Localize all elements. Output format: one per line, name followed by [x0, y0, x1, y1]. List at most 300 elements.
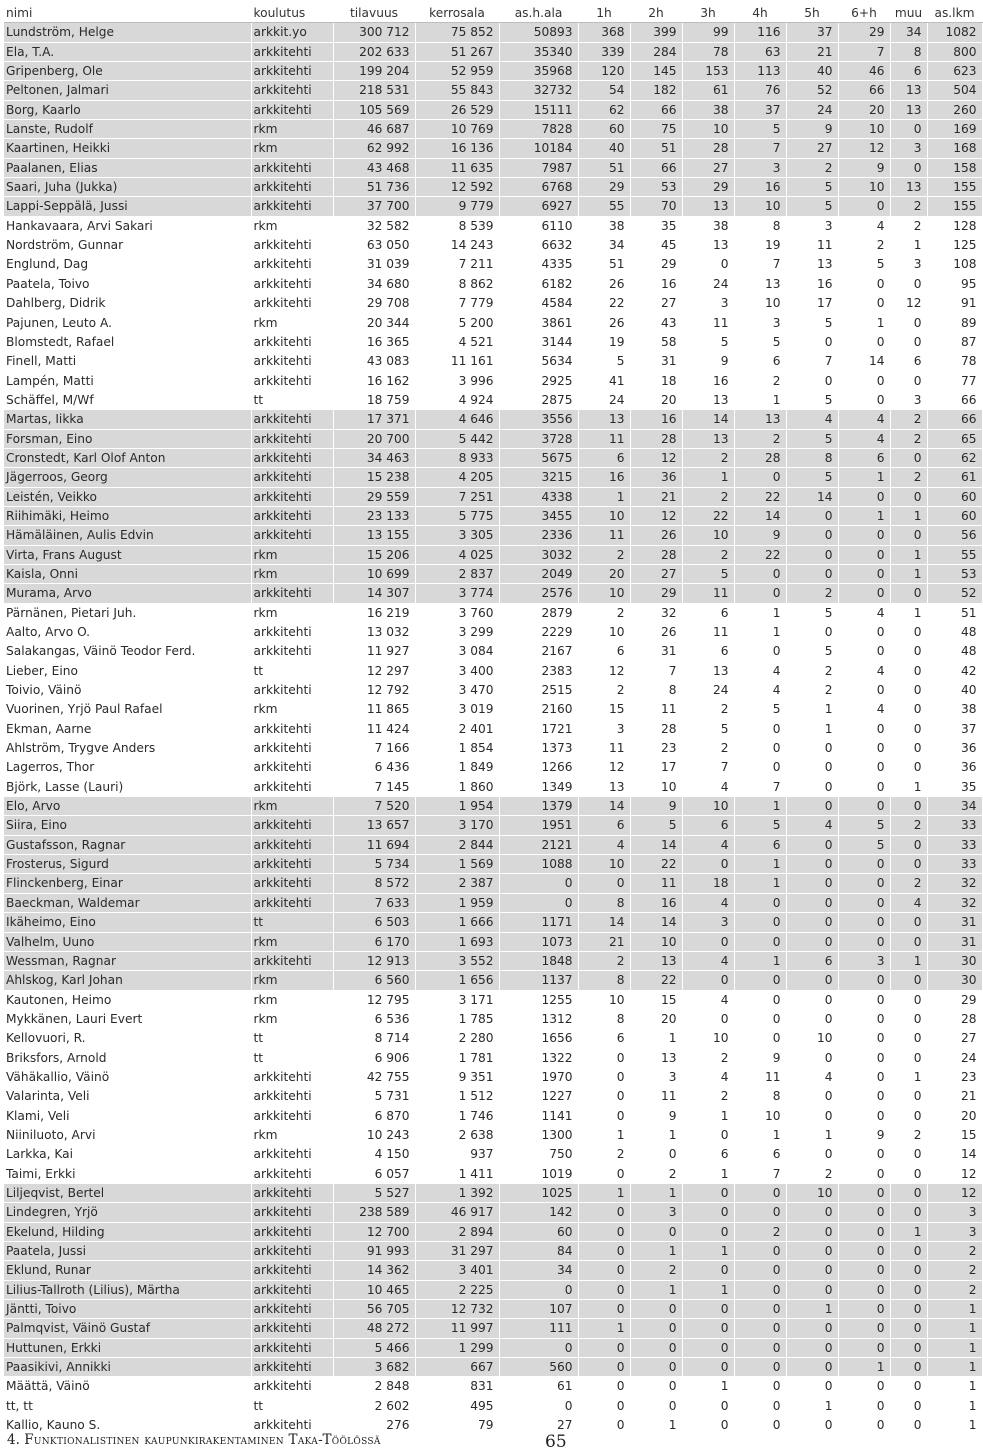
cell-name: Paasikivi, Annikki	[4, 1358, 251, 1377]
table-row	[4, 371, 982, 390]
cell-name: Lindegren, Yrjö	[4, 1203, 251, 1222]
cell-2h: 11	[630, 1087, 682, 1106]
cell-as-lkm: 40	[927, 681, 982, 700]
cell-as-h-ala: 0	[499, 1338, 578, 1357]
cell-as-lkm: 34	[927, 797, 982, 816]
cell-name: Jägerroos, Georg	[4, 468, 251, 487]
cell-name: Vähäkallio, Väinö	[4, 1067, 251, 1086]
cell-muu: 2	[890, 1125, 927, 1144]
cell-as-lkm: 1	[927, 1416, 982, 1435]
header-row	[4, 4, 982, 23]
table-row	[4, 197, 982, 216]
chapter-number: 4.	[7, 1432, 20, 1448]
cell-kerrosala: 1 854	[415, 739, 499, 758]
cell-tilavuus: 42 755	[333, 1067, 415, 1086]
cell-as-h-ala: 1137	[499, 971, 578, 990]
cell-5h: 0	[786, 564, 838, 583]
cell-6plus-h: 0	[838, 390, 890, 409]
cell-as-lkm: 24	[927, 1048, 982, 1067]
table-row	[4, 855, 982, 874]
cell-6plus-h: 0	[838, 893, 890, 912]
header-as-lkm: as.lkm	[927, 4, 982, 23]
cell-as-lkm: 15	[927, 1125, 982, 1144]
cell-tilavuus: 105 569	[333, 100, 415, 119]
cell-kerrosala: 16 136	[415, 139, 499, 158]
cell-4h: 0	[734, 642, 786, 661]
cell-muu: 0	[890, 1242, 927, 1261]
cell-1h: 0	[578, 874, 630, 893]
cell-4h: 7	[734, 777, 786, 796]
table-row	[4, 81, 982, 100]
cell-1h: 2	[578, 951, 630, 970]
cell-1h: 2	[578, 681, 630, 700]
cell-6plus-h: 4	[838, 700, 890, 719]
cell-name: Ekelund, Hilding	[4, 1222, 251, 1241]
cell-2h: 31	[630, 352, 682, 371]
cell-2h: 0	[630, 1396, 682, 1415]
cell-koulutus: arkkitehti	[251, 100, 333, 119]
cell-4h: 0	[734, 1183, 786, 1202]
cell-6plus-h: 0	[838, 1416, 890, 1435]
cell-tilavuus: 218 531	[333, 81, 415, 100]
cell-1h: 0	[578, 1048, 630, 1067]
cell-1h: 2	[578, 1145, 630, 1164]
cell-tilavuus: 18 759	[333, 390, 415, 409]
table-row	[4, 1009, 982, 1028]
cell-1h: 0	[578, 1300, 630, 1319]
header-muu: muu	[890, 4, 927, 23]
cell-2h: 21	[630, 487, 682, 506]
cell-2h: 45	[630, 236, 682, 255]
cell-2h: 5	[630, 816, 682, 835]
table-row	[4, 661, 982, 680]
cell-6plus-h: 3	[838, 951, 890, 970]
header-2h: 2h	[630, 4, 682, 23]
cell-3h: 11	[682, 313, 734, 332]
cell-3h: 4	[682, 1067, 734, 1086]
cell-koulutus: rkm	[251, 1125, 333, 1144]
cell-as-h-ala: 7987	[499, 158, 578, 177]
cell-as-h-ala: 27	[499, 1416, 578, 1435]
cell-kerrosala: 9 779	[415, 197, 499, 216]
cell-3h: 2	[682, 1087, 734, 1106]
cell-muu: 8	[890, 42, 927, 61]
cell-5h: 4	[786, 410, 838, 429]
cell-2h: 66	[630, 100, 682, 119]
cell-koulutus: arkkitehti	[251, 197, 333, 216]
cell-muu: 12	[890, 294, 927, 313]
cell-koulutus: arkkitehti	[251, 178, 333, 197]
cell-muu: 1	[890, 603, 927, 622]
cell-1h: 11	[578, 429, 630, 448]
cell-muu: 0	[890, 1377, 927, 1396]
cell-1h: 55	[578, 197, 630, 216]
cell-2h: 26	[630, 623, 682, 642]
cell-tilavuus: 2 602	[333, 1396, 415, 1415]
cell-6plus-h: 9	[838, 158, 890, 177]
cell-3h: 0	[682, 1300, 734, 1319]
cell-name: Saari, Juha (Jukka)	[4, 178, 251, 197]
cell-as-h-ala: 6927	[499, 197, 578, 216]
cell-4h: 14	[734, 506, 786, 525]
cell-3h: 16	[682, 371, 734, 390]
cell-kerrosala: 1 781	[415, 1048, 499, 1067]
cell-tilavuus: 8 714	[333, 1029, 415, 1048]
cell-3h: 18	[682, 874, 734, 893]
cell-3h: 0	[682, 1261, 734, 1280]
cell-3h: 0	[682, 1358, 734, 1377]
cell-name: Gripenberg, Ole	[4, 62, 251, 81]
cell-tilavuus: 34 463	[333, 448, 415, 467]
header-koulutus: koulutus	[251, 4, 333, 23]
cell-3h: 1	[682, 1377, 734, 1396]
cell-tilavuus: 5 466	[333, 1338, 415, 1357]
cell-5h: 0	[786, 758, 838, 777]
cell-tilavuus: 20 344	[333, 313, 415, 332]
cell-4h: 0	[734, 1338, 786, 1357]
cell-5h: 0	[786, 1261, 838, 1280]
cell-tilavuus: 8 572	[333, 874, 415, 893]
cell-kerrosala: 2 837	[415, 564, 499, 583]
cell-6plus-h: 4	[838, 661, 890, 680]
cell-6plus-h: 5	[838, 255, 890, 274]
cell-koulutus: arkkitehti	[251, 1106, 333, 1125]
cell-muu: 1	[890, 1067, 927, 1086]
cell-koulutus: arkkitehti	[251, 81, 333, 100]
cell-muu: 0	[890, 758, 927, 777]
cell-kerrosala: 14 243	[415, 236, 499, 255]
table-row	[4, 777, 982, 796]
cell-kerrosala: 3 774	[415, 584, 499, 603]
cell-as-lkm: 38	[927, 700, 982, 719]
cell-6plus-h: 0	[838, 739, 890, 758]
cell-name: Blomstedt, Rafael	[4, 332, 251, 351]
cell-muu: 3	[890, 390, 927, 409]
cell-1h: 0	[578, 1338, 630, 1357]
cell-4h: 28	[734, 448, 786, 467]
cell-3h: 1	[682, 1280, 734, 1299]
cell-4h: 5	[734, 816, 786, 835]
cell-3h: 1	[682, 1106, 734, 1125]
cell-2h: 3	[630, 1203, 682, 1222]
table-row	[4, 835, 982, 854]
cell-2h: 28	[630, 429, 682, 448]
cell-4h: 6	[734, 352, 786, 371]
cell-muu: 0	[890, 120, 927, 139]
cell-muu: 0	[890, 719, 927, 738]
cell-muu: 1	[890, 951, 927, 970]
table-row	[4, 487, 982, 506]
table-row	[4, 158, 982, 177]
header-nimi: nimi	[4, 4, 251, 23]
cell-4h: 5	[734, 700, 786, 719]
cell-5h: 0	[786, 506, 838, 525]
cell-as-lkm: 52	[927, 584, 982, 603]
cell-6plus-h: 0	[838, 681, 890, 700]
cell-muu: 6	[890, 352, 927, 371]
architect-statistics-table	[4, 4, 983, 1435]
cell-as-lkm: 32	[927, 893, 982, 912]
cell-name: Liljeqvist, Bertel	[4, 1183, 251, 1202]
cell-koulutus: arkkitehti	[251, 487, 333, 506]
cell-1h: 54	[578, 81, 630, 100]
cell-as-lkm: 1	[927, 1377, 982, 1396]
cell-as-lkm: 23	[927, 1067, 982, 1086]
cell-as-lkm: 33	[927, 816, 982, 835]
cell-1h: 22	[578, 294, 630, 313]
cell-1h: 14	[578, 797, 630, 816]
table-row	[4, 1300, 982, 1319]
cell-4h: 1	[734, 1125, 786, 1144]
cell-as-h-ala: 1171	[499, 913, 578, 932]
cell-kerrosala: 12 592	[415, 178, 499, 197]
cell-as-h-ala: 3728	[499, 429, 578, 448]
cell-5h: 0	[786, 835, 838, 854]
cell-as-lkm: 2	[927, 1261, 982, 1280]
cell-6plus-h: 0	[838, 1396, 890, 1415]
cell-muu: 0	[890, 332, 927, 351]
cell-5h: 0	[786, 971, 838, 990]
cell-name: Frosterus, Sigurd	[4, 855, 251, 874]
cell-2h: 10	[630, 777, 682, 796]
cell-3h: 5	[682, 332, 734, 351]
cell-muu: 0	[890, 448, 927, 467]
header-3h: 3h	[682, 4, 734, 23]
cell-as-lkm: 3	[927, 1203, 982, 1222]
cell-as-lkm: 51	[927, 603, 982, 622]
cell-name: Martas, Iikka	[4, 410, 251, 429]
cell-as-h-ala: 1019	[499, 1164, 578, 1183]
table-row	[4, 545, 982, 564]
cell-name: Aalto, Arvo O.	[4, 623, 251, 642]
cell-as-lkm: 33	[927, 855, 982, 874]
cell-4h: 63	[734, 42, 786, 61]
cell-2h: 0	[630, 1358, 682, 1377]
cell-4h: 5	[734, 120, 786, 139]
cell-tilavuus: 15 206	[333, 545, 415, 564]
cell-name: Larkka, Kai	[4, 1145, 251, 1164]
cell-5h: 0	[786, 932, 838, 951]
cell-tilavuus: 202 633	[333, 42, 415, 61]
cell-4h: 2	[734, 1222, 786, 1241]
cell-5h: 0	[786, 797, 838, 816]
cell-koulutus: arkkitehti	[251, 506, 333, 525]
cell-2h: 0	[630, 1300, 682, 1319]
cell-2h: 12	[630, 448, 682, 467]
cell-kerrosala: 3 401	[415, 1261, 499, 1280]
cell-2h: 29	[630, 584, 682, 603]
cell-kerrosala: 11 635	[415, 158, 499, 177]
table-row	[4, 874, 982, 893]
cell-5h: 2	[786, 584, 838, 603]
cell-1h: 10	[578, 990, 630, 1009]
cell-name: Kaartinen, Heikki	[4, 139, 251, 158]
cell-as-lkm: 623	[927, 62, 982, 81]
cell-kerrosala: 2 638	[415, 1125, 499, 1144]
cell-koulutus: rkm	[251, 139, 333, 158]
cell-muu: 13	[890, 178, 927, 197]
cell-as-lkm: 66	[927, 390, 982, 409]
cell-as-h-ala: 2229	[499, 623, 578, 642]
cell-koulutus: arkkitehti	[251, 1203, 333, 1222]
cell-name: Salakangas, Väinö Teodor Ferd.	[4, 642, 251, 661]
cell-3h: 0	[682, 1338, 734, 1357]
cell-1h: 0	[578, 1203, 630, 1222]
cell-3h: 0	[682, 932, 734, 951]
cell-1h: 51	[578, 158, 630, 177]
cell-4h: 0	[734, 1319, 786, 1338]
cell-5h: 2	[786, 158, 838, 177]
cell-as-h-ala: 1373	[499, 739, 578, 758]
cell-5h: 0	[786, 623, 838, 642]
cell-kerrosala: 8 539	[415, 216, 499, 235]
cell-as-lkm: 158	[927, 158, 982, 177]
cell-4h: 9	[734, 526, 786, 545]
cell-2h: 32	[630, 603, 682, 622]
cell-1h: 14	[578, 913, 630, 932]
cell-tilavuus: 31 039	[333, 255, 415, 274]
cell-5h: 2	[786, 681, 838, 700]
cell-6plus-h: 0	[838, 1319, 890, 1338]
cell-as-lkm: 60	[927, 506, 982, 525]
cell-5h: 1	[786, 1125, 838, 1144]
cell-6plus-h: 0	[838, 526, 890, 545]
cell-6plus-h: 0	[838, 1145, 890, 1164]
cell-koulutus: arkkitehti	[251, 816, 333, 835]
cell-name: Murama, Arvo	[4, 584, 251, 603]
cell-2h: 51	[630, 139, 682, 158]
cell-tilavuus: 10 699	[333, 564, 415, 583]
cell-4h: 5	[734, 332, 786, 351]
cell-name: Vuorinen, Yrjö Paul Rafael	[4, 700, 251, 719]
cell-3h: 28	[682, 139, 734, 158]
cell-tilavuus: 16 365	[333, 332, 415, 351]
cell-4h: 13	[734, 410, 786, 429]
cell-name: Leistén, Veikko	[4, 487, 251, 506]
cell-4h: 0	[734, 1280, 786, 1299]
cell-kerrosala: 1 512	[415, 1087, 499, 1106]
table-row	[4, 120, 982, 139]
cell-koulutus: arkkitehti	[251, 42, 333, 61]
cell-2h: 43	[630, 313, 682, 332]
cell-6plus-h: 1	[838, 506, 890, 525]
cell-name: Cronstedt, Karl Olof Anton	[4, 448, 251, 467]
cell-name: Eklund, Runar	[4, 1261, 251, 1280]
cell-1h: 24	[578, 390, 630, 409]
cell-6plus-h: 0	[838, 197, 890, 216]
cell-5h: 8	[786, 448, 838, 467]
cell-5h: 0	[786, 777, 838, 796]
cell-2h: 17	[630, 758, 682, 777]
cell-4h: 0	[734, 758, 786, 777]
table-row	[4, 23, 982, 42]
cell-as-lkm: 21	[927, 1087, 982, 1106]
cell-tilavuus: 13 032	[333, 623, 415, 642]
cell-5h: 0	[786, 1106, 838, 1125]
cell-6plus-h: 0	[838, 1203, 890, 1222]
cell-name: Määttä, Väinö	[4, 1377, 251, 1396]
table-row	[4, 390, 982, 409]
cell-6plus-h: 0	[838, 777, 890, 796]
cell-kerrosala: 2 387	[415, 874, 499, 893]
cell-koulutus: arkkitehti	[251, 758, 333, 777]
cell-koulutus: rkm	[251, 216, 333, 235]
cell-4h: 1	[734, 623, 786, 642]
cell-muu: 0	[890, 623, 927, 642]
cell-kerrosala: 3 019	[415, 700, 499, 719]
cell-name: Ela, T.A.	[4, 42, 251, 61]
cell-tilavuus: 12 792	[333, 681, 415, 700]
cell-6plus-h: 0	[838, 971, 890, 990]
cell-as-lkm: 78	[927, 352, 982, 371]
cell-koulutus: rkm	[251, 313, 333, 332]
cell-2h: 28	[630, 719, 682, 738]
cell-kerrosala: 937	[415, 1145, 499, 1164]
cell-1h: 6	[578, 448, 630, 467]
cell-1h: 11	[578, 739, 630, 758]
cell-as-lkm: 31	[927, 932, 982, 951]
cell-2h: 27	[630, 294, 682, 313]
cell-1h: 0	[578, 1106, 630, 1125]
cell-4h: 0	[734, 971, 786, 990]
cell-koulutus: tt	[251, 390, 333, 409]
cell-kerrosala: 1 860	[415, 777, 499, 796]
cell-3h: 3	[682, 294, 734, 313]
cell-3h: 9	[682, 352, 734, 371]
cell-koulutus: arkkitehti	[251, 835, 333, 854]
cell-muu: 6	[890, 62, 927, 81]
cell-5h: 0	[786, 1222, 838, 1241]
cell-muu: 0	[890, 1396, 927, 1415]
cell-name: Taimi, Erkki	[4, 1164, 251, 1183]
cell-4h: 3	[734, 313, 786, 332]
cell-4h: 0	[734, 932, 786, 951]
cell-tilavuus: 16 162	[333, 371, 415, 390]
cell-1h: 0	[578, 1067, 630, 1086]
cell-tilavuus: 20 700	[333, 429, 415, 448]
cell-4h: 10	[734, 1106, 786, 1125]
cell-as-lkm: 29	[927, 990, 982, 1009]
cell-3h: 13	[682, 197, 734, 216]
cell-2h: 35	[630, 216, 682, 235]
cell-name: Kellovuori, R.	[4, 1029, 251, 1048]
cell-tilavuus: 10 465	[333, 1280, 415, 1299]
table-row	[4, 1106, 982, 1125]
cell-tilavuus: 2 848	[333, 1377, 415, 1396]
cell-6plus-h: 0	[838, 1009, 890, 1028]
cell-4h: 0	[734, 990, 786, 1009]
cell-as-lkm: 504	[927, 81, 982, 100]
cell-tilavuus: 4 150	[333, 1145, 415, 1164]
cell-4h: 0	[734, 1029, 786, 1048]
cell-1h: 40	[578, 139, 630, 158]
cell-2h: 11	[630, 874, 682, 893]
cell-2h: 36	[630, 468, 682, 487]
cell-kerrosala: 11 997	[415, 1319, 499, 1338]
cell-1h: 0	[578, 1396, 630, 1415]
cell-2h: 1	[630, 1242, 682, 1261]
cell-as-lkm: 48	[927, 623, 982, 642]
cell-3h: 153	[682, 62, 734, 81]
table-row	[4, 1183, 982, 1202]
cell-3h: 11	[682, 623, 734, 642]
cell-5h: 5	[786, 197, 838, 216]
cell-as-h-ala: 15111	[499, 100, 578, 119]
cell-3h: 2	[682, 739, 734, 758]
cell-as-h-ala: 6768	[499, 178, 578, 197]
table-row	[4, 623, 982, 642]
cell-name: Toivio, Väinö	[4, 681, 251, 700]
